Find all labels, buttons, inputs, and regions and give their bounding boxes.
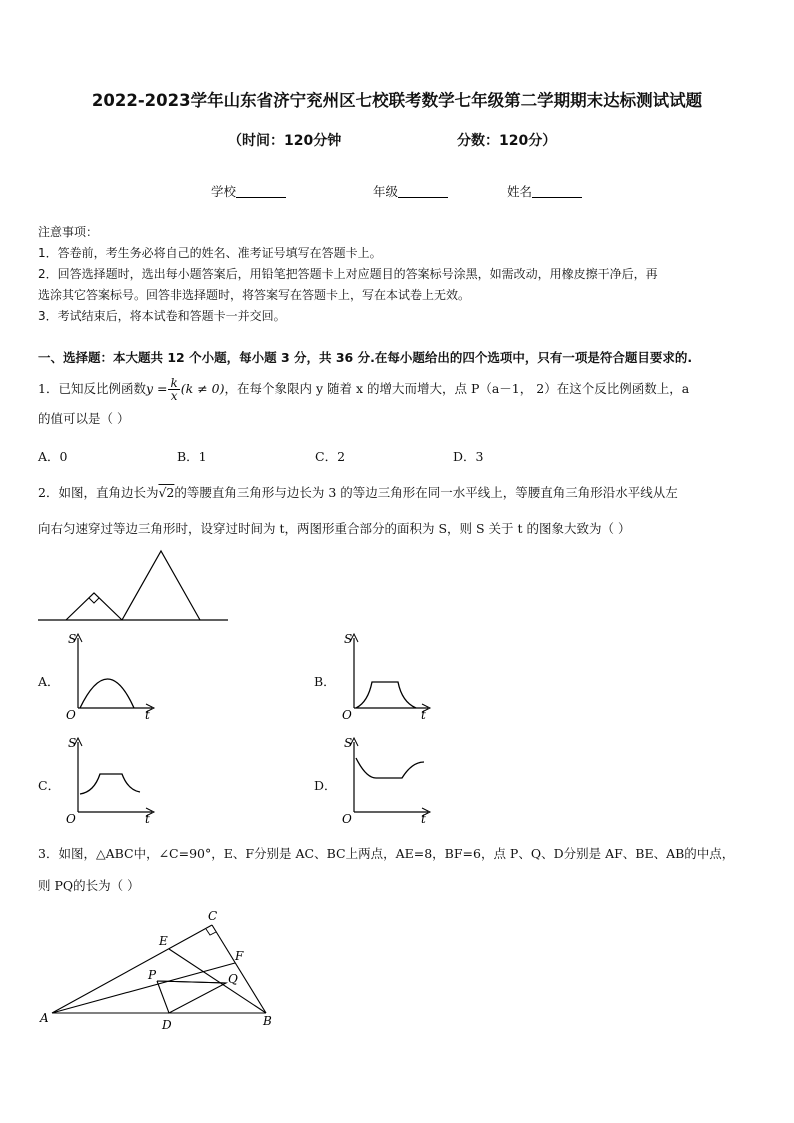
axis-s: S	[344, 632, 353, 646]
notice-block	[38, 222, 758, 327]
right-angle-mark	[89, 598, 99, 603]
section-heading: 一、选择题：本大题共 12 个小题，每小题 3 分，共 36 分.在每小题给出的四个选项中，只有一项是符合题目要求的.	[38, 350, 693, 365]
q3-line1: 3．如图，△ABC中，∠C=90°，E、F分别是 AC、BC上两点，AE=8，BF=6，点 P、Q、D分别是 AF、BE、AB的中点，	[38, 846, 735, 861]
q1-suffix: ，在每个象限内 y 随着 x 的增大而增大，点 P（a－1， 2）在这个反比例函数上，a	[224, 381, 690, 396]
name-label: 姓名	[507, 184, 533, 199]
axis-t: t	[421, 812, 426, 826]
label-c: C	[208, 909, 218, 923]
q2-line2: 向右匀速穿过等边三角形时，设穿过时间为 t，两图形重合部分的面积为 S，则 S 关于 t 的图象大致为（ ）	[38, 521, 631, 536]
grade-blank	[398, 185, 448, 198]
label-b: B	[263, 1014, 272, 1028]
q2-suffix: 的等腰直角三角形与边长为 3 的等边三角形在同一水平线上，等腰直角三角形沿水平线从左	[174, 485, 678, 500]
q2-option-d[interactable]: D．	[314, 778, 337, 793]
axis-t: t	[145, 708, 150, 722]
school-label: 学校	[211, 184, 237, 199]
q1-condition: (k ≠ 0)	[180, 381, 225, 396]
q1-option-a[interactable]: A．0	[38, 449, 68, 464]
label-d: D	[162, 1018, 172, 1032]
q2-prefix: 2．如图，直角边长为	[38, 485, 159, 500]
score-label: 分数：120分）	[457, 133, 557, 149]
label-a: A	[40, 1011, 49, 1025]
q1-func-y: y =	[145, 381, 168, 396]
axis-t: t	[145, 812, 150, 826]
equilateral-triangle	[122, 551, 200, 620]
question-1	[38, 374, 758, 434]
q2-option-c[interactable]: C．	[38, 778, 61, 793]
axis-o: O	[66, 708, 76, 722]
q2-graph-b[interactable]	[338, 630, 433, 722]
axis-o: O	[342, 708, 352, 722]
axis-s: S	[68, 736, 77, 750]
question-3	[38, 839, 758, 901]
axis-s: S	[68, 632, 77, 646]
q1-frac-num: k	[170, 376, 178, 390]
name-field	[507, 182, 582, 200]
q1-frac-den: x	[170, 389, 178, 403]
q1-option-c[interactable]: C．2	[315, 449, 346, 464]
label-p: P	[148, 968, 157, 982]
q2-figure	[36, 545, 230, 625]
q2-graph-d[interactable]	[338, 734, 433, 826]
q1-option-b[interactable]: B．1	[177, 449, 207, 464]
label-e: E	[159, 934, 168, 948]
right-isosceles-triangle	[66, 593, 122, 620]
q2-graph-a[interactable]	[62, 630, 157, 722]
q1-fraction	[168, 377, 179, 402]
q3-line2: 则 PQ的长为（ ）	[38, 878, 140, 893]
page-title: 2022-2023学年山东省济宁兖州区七校联考数学七年级第二学期期末达标测试试题	[91, 91, 703, 110]
q1-option-d[interactable]: D．3	[453, 449, 484, 464]
notice-heading: 注意事项：	[38, 225, 99, 239]
notice-item: 1．答卷前，考生务必将自己的姓名、准考证号填写在答题卡上。	[38, 246, 382, 260]
school-field	[211, 182, 286, 200]
grade-field	[373, 182, 448, 200]
label-f: F	[235, 949, 244, 963]
axis-s: S	[344, 736, 353, 750]
notice-item: 3．考试结束后，将本试卷和答题卡一并交回。	[38, 309, 286, 323]
q2-option-a[interactable]: A．	[38, 674, 60, 689]
axis-o: O	[342, 812, 352, 826]
notice-item: 选涂其它答案标号。回答非选择题时，将答案写在答题卡上，写在本试卷上无效。	[38, 288, 471, 302]
q3-figure	[36, 905, 286, 1035]
school-blank	[236, 185, 286, 198]
time-label: （时间：120分钟	[228, 133, 342, 149]
q1-prefix: 1．已知反比例函数	[38, 381, 146, 396]
q2-graph-c[interactable]	[62, 734, 157, 826]
question-2	[38, 478, 758, 544]
label-q: Q	[228, 972, 238, 986]
notice-item: 2．回答选择题时，选出每小题答案后，用铅笔把答题卡上对应题目的答案标号涂黑，如需改动，用橡皮擦干净后，再	[38, 267, 658, 281]
name-blank	[532, 185, 582, 198]
q2-option-b[interactable]: B．	[314, 674, 336, 689]
q2-sqrt: √2	[158, 485, 175, 500]
grade-label: 年级	[373, 184, 399, 199]
axis-o: O	[66, 812, 76, 826]
axis-t: t	[421, 708, 426, 722]
q1-line2: 的值可以是（ ）	[38, 411, 130, 426]
